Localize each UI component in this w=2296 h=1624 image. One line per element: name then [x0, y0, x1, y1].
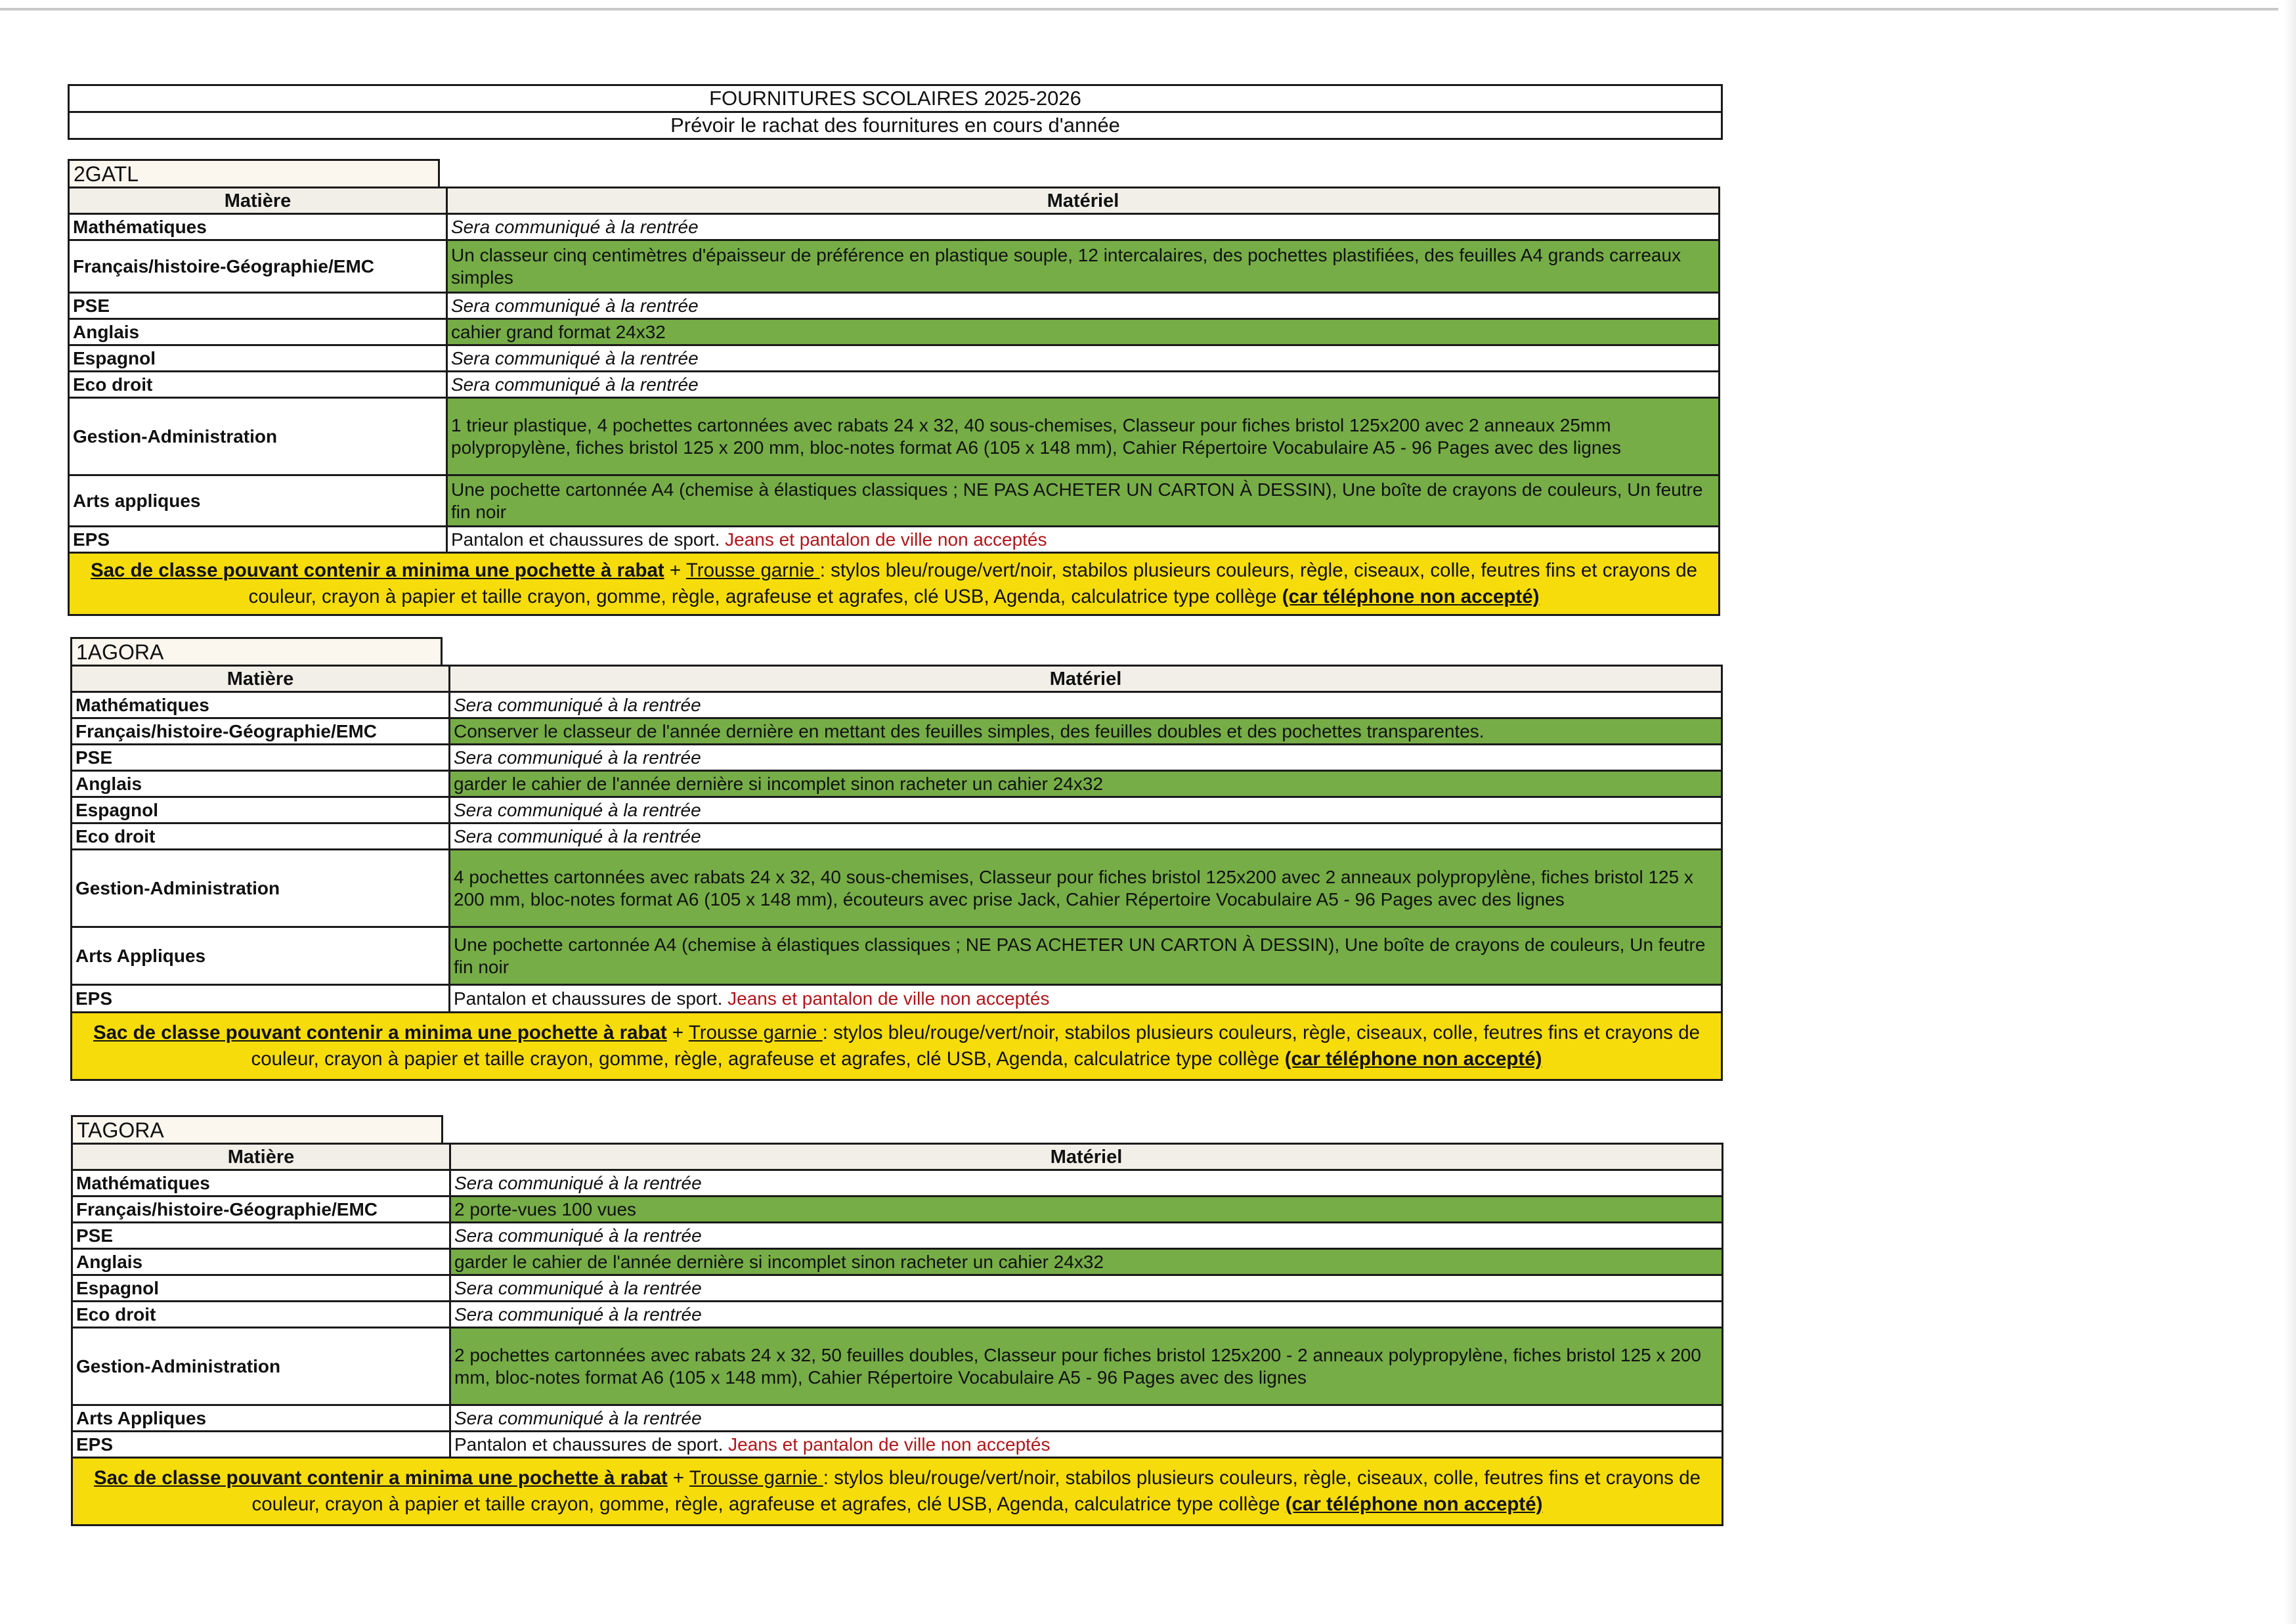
document-subtitle: Prévoir le rachat des fournitures en cours d'année	[70, 111, 1721, 138]
class-section-2gatl	[68, 159, 1720, 616]
material-cell: garder le cahier de l'année dernière si incomplet sinon racheter un cahier 24x32	[450, 1249, 1723, 1275]
subject-cell: EPS	[69, 527, 447, 553]
subject-cell: Eco droit	[69, 372, 447, 398]
table-row	[72, 1223, 1723, 1249]
material-cell: Sera communiqué à la rentrée	[450, 1275, 1723, 1302]
column-header-subject: Matière	[72, 1144, 450, 1170]
material-cell: Conserver le classeur de l'année dernière en mettant des feuilles simples, des feuilles doubles et des pochettes transparentes.	[450, 718, 1722, 745]
pencil-case-label: Trousse garnie	[689, 1467, 823, 1489]
table-row	[69, 240, 1720, 293]
material-cell: Sera communiqué à la rentrée	[450, 1302, 1723, 1328]
document-title: FOURNITURES SCOLAIRES 2025-2026	[709, 87, 1081, 110]
phone-note: (car téléphone non accepté)	[1285, 1493, 1543, 1515]
table-row	[69, 319, 1720, 345]
eps-warning-text: Jeans et pantalon de ville non acceptés	[725, 529, 1047, 550]
general-supplies-note	[71, 1459, 1723, 1526]
material-cell: Un classeur cinq centimètres d'épaisseur de préférence en plastique souple, 12 intercalaires, des pochettes plastifiées, des feuilles A4 grands carreaux simples	[447, 240, 1720, 293]
column-header-material: Matériel	[447, 188, 1720, 214]
material-cell	[447, 527, 1720, 553]
bag-requirement: Sac de classe pouvant contenir a minima une pochette à rabat	[93, 1467, 668, 1489]
material-cell: Sera communiqué à la rentrée	[450, 823, 1722, 850]
subject-cell: Mathématiques	[72, 692, 450, 718]
subject-cell: PSE	[69, 293, 447, 319]
pencil-case-items: : stylos bleu/rouge/vert/noir, stabilos plusieurs couleurs, règle, ciseaux, colle, feutres fins et crayons de couleur, crayon à papier et taille crayon, gomme, règle, agrafeuse et agrafes, clé USB, Agenda, calculatrice type collège	[251, 1467, 1701, 1515]
table-row	[72, 823, 1722, 850]
eps-material-text: Pantalon et chaussures de sport.	[454, 988, 723, 1009]
table-row	[72, 985, 1722, 1013]
material-cell: Sera communiqué à la rentrée	[450, 692, 1722, 718]
table-row	[69, 398, 1720, 475]
eps-warning-text: Jeans et pantalon de ville non acceptés	[727, 988, 1050, 1009]
subject-cell: Français/histoire-Géographie/EMC	[69, 240, 447, 293]
pencil-case-label: Trousse garnie	[688, 1022, 823, 1043]
table-row	[72, 1249, 1723, 1275]
table-header-row	[72, 666, 1722, 692]
material-cell: 2 porte-vues 100 vues	[450, 1196, 1723, 1223]
scan-edge-line	[0, 8, 2278, 11]
bag-requirement: Sac de classe pouvant contenir a minima une pochette à rabat	[93, 1022, 667, 1043]
column-header-subject: Matière	[69, 188, 447, 214]
table-row	[72, 1432, 1723, 1458]
material-cell: Sera communiqué à la rentrée	[447, 345, 1720, 372]
table-row	[72, 1302, 1723, 1328]
material-cell: Sera communiqué à la rentrée	[450, 745, 1722, 771]
class-name: TAGORA	[71, 1115, 443, 1143]
supplies-table	[68, 187, 1720, 554]
table-row	[72, 797, 1722, 823]
class-section-tagora	[71, 1115, 1723, 1526]
table-row	[72, 850, 1722, 927]
table-row	[69, 372, 1720, 398]
class-name: 1AGORA	[70, 637, 443, 665]
column-header-subject: Matière	[72, 666, 450, 692]
subject-cell: Français/histoire-Géographie/EMC	[72, 718, 450, 745]
table-row	[72, 745, 1722, 771]
material-cell: Sera communiqué à la rentrée	[447, 372, 1720, 398]
pencil-case-items: : stylos bleu/rouge/vert/noir, stabilos plusieurs couleurs, règle, ciseaux, colle, feutres fins et crayons de couleur, crayon à papier et taille crayon, gomme, règle, agrafeuse et agrafes, clé USB, Agenda, calculatrice type collège	[248, 560, 1698, 607]
material-cell: Une pochette cartonnée A4 (chemise à élastiques classiques ; NE PAS ACHETER UN CARTON À DESSIN), Une boîte de crayons de couleurs, Un feutre fin noir	[450, 927, 1722, 985]
material-cell: garder le cahier de l'année dernière si incomplet sinon racheter un cahier 24x32	[450, 771, 1722, 797]
table-row	[69, 475, 1720, 527]
scan-shadow	[2284, 0, 2296, 1624]
material-cell: Sera communiqué à la rentrée	[450, 797, 1722, 823]
subject-cell: Mathématiques	[69, 214, 447, 240]
table-row	[72, 1405, 1723, 1432]
subject-cell: EPS	[72, 1432, 450, 1458]
subject-cell: Mathématiques	[72, 1170, 450, 1196]
table-row	[72, 1170, 1723, 1196]
subject-cell: Français/histoire-Géographie/EMC	[72, 1196, 450, 1223]
material-cell: 4 pochettes cartonnées avec rabats 24 x 32, 40 sous-chemises, Classeur pour fiches bristol 125x200 avec 2 anneaux polypropylène, fiches bristol 125 x 200 mm, bloc-notes format A6 (105 x 148 mm), écouteurs avec prise Jack, Cahier Répertoire Vocabulaire A5 - 96 Pages avec des lignes	[450, 850, 1722, 927]
column-header-material: Matériel	[450, 1144, 1723, 1170]
subject-cell: Anglais	[72, 1249, 450, 1275]
table-header-row	[69, 188, 1720, 214]
table-row	[72, 692, 1722, 718]
material-cell: Sera communiqué à la rentrée	[450, 1170, 1723, 1196]
bag-requirement: Sac de classe pouvant contenir a minima une pochette à rabat	[90, 560, 664, 581]
table-row	[72, 1328, 1723, 1405]
subject-cell: Eco droit	[72, 1302, 450, 1328]
subject-cell: Arts Appliques	[72, 1405, 450, 1432]
material-cell	[450, 985, 1722, 1013]
material-cell	[450, 1432, 1723, 1458]
material-cell: Sera communiqué à la rentrée	[450, 1223, 1723, 1249]
class-section-1agora	[70, 637, 1723, 1081]
class-name: 2GATL	[68, 159, 440, 187]
material-cell: cahier grand format 24x32	[447, 319, 1720, 345]
table-row	[69, 293, 1720, 319]
subject-cell: PSE	[72, 1223, 450, 1249]
subject-cell: Arts Appliques	[72, 927, 450, 985]
table-row	[69, 214, 1720, 240]
document-header	[68, 84, 1723, 140]
subject-cell: Espagnol	[72, 1275, 450, 1302]
subject-cell: Espagnol	[69, 345, 447, 372]
material-cell: 1 trieur plastique, 4 pochettes cartonnées avec rabats 24 x 32, 40 sous-chemises, Classeur pour fiches bristol 125x200 avec 2 anneaux 25mm polypropylène, fiches bristol 125 x 200 mm, bloc-notes format A6 (105 x 148 mm), Cahier Répertoire Vocabulaire A5 - 96 Pages avec des lignes	[447, 398, 1720, 475]
eps-warning-text: Jeans et pantalon de ville non acceptés	[728, 1434, 1051, 1455]
subject-cell: PSE	[72, 745, 450, 771]
eps-material-text: Pantalon et chaussures de sport.	[451, 529, 720, 550]
table-row	[72, 927, 1722, 985]
subject-cell: Gestion-Administration	[69, 398, 447, 475]
table-row	[69, 345, 1720, 372]
general-supplies-note	[70, 1013, 1723, 1081]
material-cell: Sera communiqué à la rentrée	[447, 293, 1720, 319]
subject-cell: Espagnol	[72, 797, 450, 823]
pencil-case-items: : stylos bleu/rouge/vert/noir, stabilos plusieurs couleurs, règle, ciseaux, colle, feutres fins et crayons de couleur, crayon à papier et taille crayon, gomme, règle, agrafeuse et agrafes, clé USB, Agenda, calculatrice type collège	[251, 1022, 1700, 1070]
table-row	[72, 718, 1722, 745]
subject-cell: EPS	[72, 985, 450, 1013]
table-row	[72, 771, 1722, 797]
pencil-case-label: Trousse garnie	[685, 560, 820, 581]
table-row	[72, 1196, 1723, 1223]
supplies-table	[70, 665, 1723, 1013]
material-cell: 2 pochettes cartonnées avec rabats 24 x 32, 50 feuilles doubles, Classeur pour fiches bristol 125x200 - 2 anneaux polypropylène, fiches bristol 125 x 200 mm, bloc-notes format A6 (105 x 148 mm), Cahier Répertoire Vocabulaire A5 - 96 Pages avec des lignes	[450, 1328, 1723, 1405]
plus-sign: +	[667, 1467, 689, 1489]
material-cell: Sera communiqué à la rentrée	[450, 1405, 1723, 1432]
plus-sign: +	[666, 1022, 689, 1043]
material-cell: Une pochette cartonnée A4 (chemise à élastiques classiques ; NE PAS ACHETER UN CARTON À DESSIN), Une boîte de crayons de couleurs, Un feutre fin noir	[447, 475, 1720, 527]
column-header-material: Matériel	[450, 666, 1722, 692]
table-row	[69, 527, 1720, 553]
subject-cell: Arts appliques	[69, 475, 447, 527]
general-supplies-note	[68, 554, 1720, 616]
material-cell: Sera communiqué à la rentrée	[447, 214, 1720, 240]
plus-sign: +	[664, 560, 686, 581]
subject-cell: Anglais	[69, 319, 447, 345]
supplies-table	[71, 1143, 1723, 1459]
table-header-row	[72, 1144, 1723, 1170]
eps-material-text: Pantalon et chaussures de sport.	[454, 1434, 724, 1455]
phone-note: (car téléphone non accepté)	[1284, 1048, 1542, 1070]
table-row	[72, 1275, 1723, 1302]
subject-cell: Gestion-Administration	[72, 850, 450, 927]
phone-note: (car téléphone non accepté)	[1282, 586, 1540, 607]
subject-cell: Anglais	[72, 771, 450, 797]
subject-cell: Gestion-Administration	[72, 1328, 450, 1405]
subject-cell: Eco droit	[72, 823, 450, 850]
